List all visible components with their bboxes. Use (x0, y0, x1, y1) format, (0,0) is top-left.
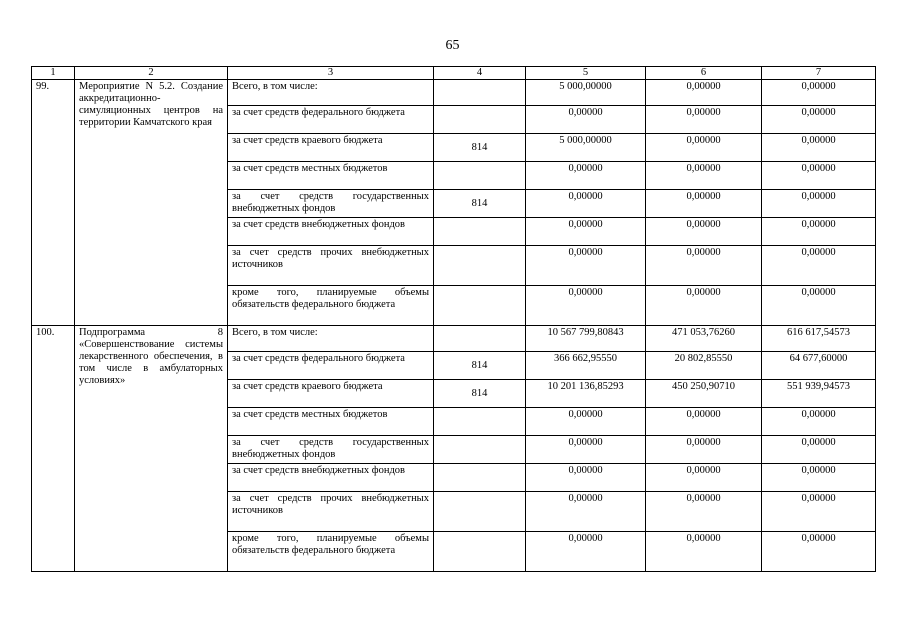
value-col-7: 0,00000 (762, 218, 876, 246)
value-col-6: 0,00000 (646, 246, 762, 286)
budget-code (434, 286, 526, 326)
value-col-6: 0,00000 (646, 286, 762, 326)
funding-source: за счет средств внебюджетных фондов (228, 464, 434, 492)
budget-code (434, 326, 526, 352)
value-col-5: 0,00000 (526, 190, 646, 218)
value-col-6: 450 250,90710 (646, 380, 762, 408)
funding-source: за счет средств государственных внебюджетных фондов (228, 436, 434, 464)
value-col-5: 0,00000 (526, 408, 646, 436)
funding-source: за счет средств местных бюджетов (228, 162, 434, 190)
value-col-6: 0,00000 (646, 492, 762, 532)
budget-code (434, 532, 526, 572)
funding-source: за счет средств местных бюджетов (228, 408, 434, 436)
budget-code (434, 80, 526, 106)
funding-source: за счет средств краевого бюджета (228, 134, 434, 162)
value-col-5: 366 662,95550 (526, 352, 646, 380)
funding-source: за счет средств краевого бюджета (228, 380, 434, 408)
header-cell: 1 (32, 67, 75, 80)
funding-source: за счет средств федерального бюджета (228, 106, 434, 134)
budget-code (434, 408, 526, 436)
budget-code (434, 106, 526, 134)
value-col-7: 0,00000 (762, 532, 876, 572)
value-col-7: 0,00000 (762, 80, 876, 106)
value-col-6: 0,00000 (646, 436, 762, 464)
budget-code (434, 464, 526, 492)
budget-code (434, 436, 526, 464)
row-number: 100. (32, 326, 75, 572)
value-col-6: 0,00000 (646, 106, 762, 134)
header-cell: 2 (75, 67, 228, 80)
funding-source: за счет средств прочих внебюджетных источников (228, 492, 434, 532)
funding-source: за счет средств внебюджетных фондов (228, 218, 434, 246)
value-col-7: 616 617,54573 (762, 326, 876, 352)
measure-name: Мероприятие N 5.2. Создание аккредитационно-симуляционных центров на территории Камчатского края (75, 80, 228, 326)
value-col-6: 0,00000 (646, 162, 762, 190)
budget-code: 814 (434, 380, 526, 408)
value-col-5: 5 000,00000 (526, 134, 646, 162)
value-col-7: 0,00000 (762, 190, 876, 218)
funding-source: Всего, в том числе: (228, 326, 434, 352)
header-row (32, 67, 876, 80)
value-col-6: 0,00000 (646, 190, 762, 218)
value-col-5: 0,00000 (526, 218, 646, 246)
header-cell: 5 (526, 67, 646, 80)
header-cell: 4 (434, 67, 526, 80)
value-col-7: 0,00000 (762, 106, 876, 134)
value-col-5: 10 567 799,80843 (526, 326, 646, 352)
budget-code: 814 (434, 134, 526, 162)
value-col-6: 471 053,76260 (646, 326, 762, 352)
value-col-7: 0,00000 (762, 246, 876, 286)
budget-code (434, 246, 526, 286)
budget-code (434, 162, 526, 190)
table-row (32, 80, 876, 106)
value-col-6: 0,00000 (646, 464, 762, 492)
value-col-7: 0,00000 (762, 134, 876, 162)
budget-code (434, 218, 526, 246)
funding-source: Всего, в том числе: (228, 80, 434, 106)
value-col-5: 0,00000 (526, 286, 646, 326)
value-col-7: 551 939,94573 (762, 380, 876, 408)
value-col-5: 0,00000 (526, 532, 646, 572)
value-col-6: 0,00000 (646, 408, 762, 436)
value-col-7: 0,00000 (762, 436, 876, 464)
budget-code (434, 492, 526, 532)
header-cell: 7 (762, 67, 876, 80)
page-number: 65 (445, 38, 460, 53)
value-col-6: 0,00000 (646, 80, 762, 106)
value-col-5: 0,00000 (526, 106, 646, 134)
budget-code: 814 (434, 352, 526, 380)
budget-table (31, 66, 876, 572)
value-col-7: 64 677,60000 (762, 352, 876, 380)
value-col-7: 0,00000 (762, 408, 876, 436)
value-col-5: 0,00000 (526, 436, 646, 464)
value-col-7: 0,00000 (762, 492, 876, 532)
value-col-5: 0,00000 (526, 162, 646, 190)
funding-source: кроме того, планируемые объемы обязательств федерального бюджета (228, 532, 434, 572)
header-cell: 3 (228, 67, 434, 80)
value-col-6: 20 802,85550 (646, 352, 762, 380)
value-col-5: 0,00000 (526, 492, 646, 532)
value-col-5: 0,00000 (526, 464, 646, 492)
row-number: 99. (32, 80, 75, 326)
funding-source: за счет средств прочих внебюджетных источников (228, 246, 434, 286)
value-col-6: 0,00000 (646, 134, 762, 162)
value-col-6: 0,00000 (646, 218, 762, 246)
funding-source: за счет средств государственных внебюджетных фондов (228, 190, 434, 218)
value-col-7: 0,00000 (762, 162, 876, 190)
value-col-5: 0,00000 (526, 246, 646, 286)
value-col-6: 0,00000 (646, 532, 762, 572)
budget-code: 814 (434, 190, 526, 218)
value-col-5: 10 201 136,85293 (526, 380, 646, 408)
funding-source: кроме того, планируемые объемы обязательств федерального бюджета (228, 286, 434, 326)
header-cell: 6 (646, 67, 762, 80)
value-col-7: 0,00000 (762, 286, 876, 326)
table-row (32, 326, 876, 352)
value-col-5: 5 000,00000 (526, 80, 646, 106)
funding-source: за счет средств федерального бюджета (228, 352, 434, 380)
value-col-7: 0,00000 (762, 464, 876, 492)
measure-name: Подпрограмма 8 «Совершенствование системы лекарственного обеспечения, в том числе в амбулаторных условиях» (75, 326, 228, 572)
